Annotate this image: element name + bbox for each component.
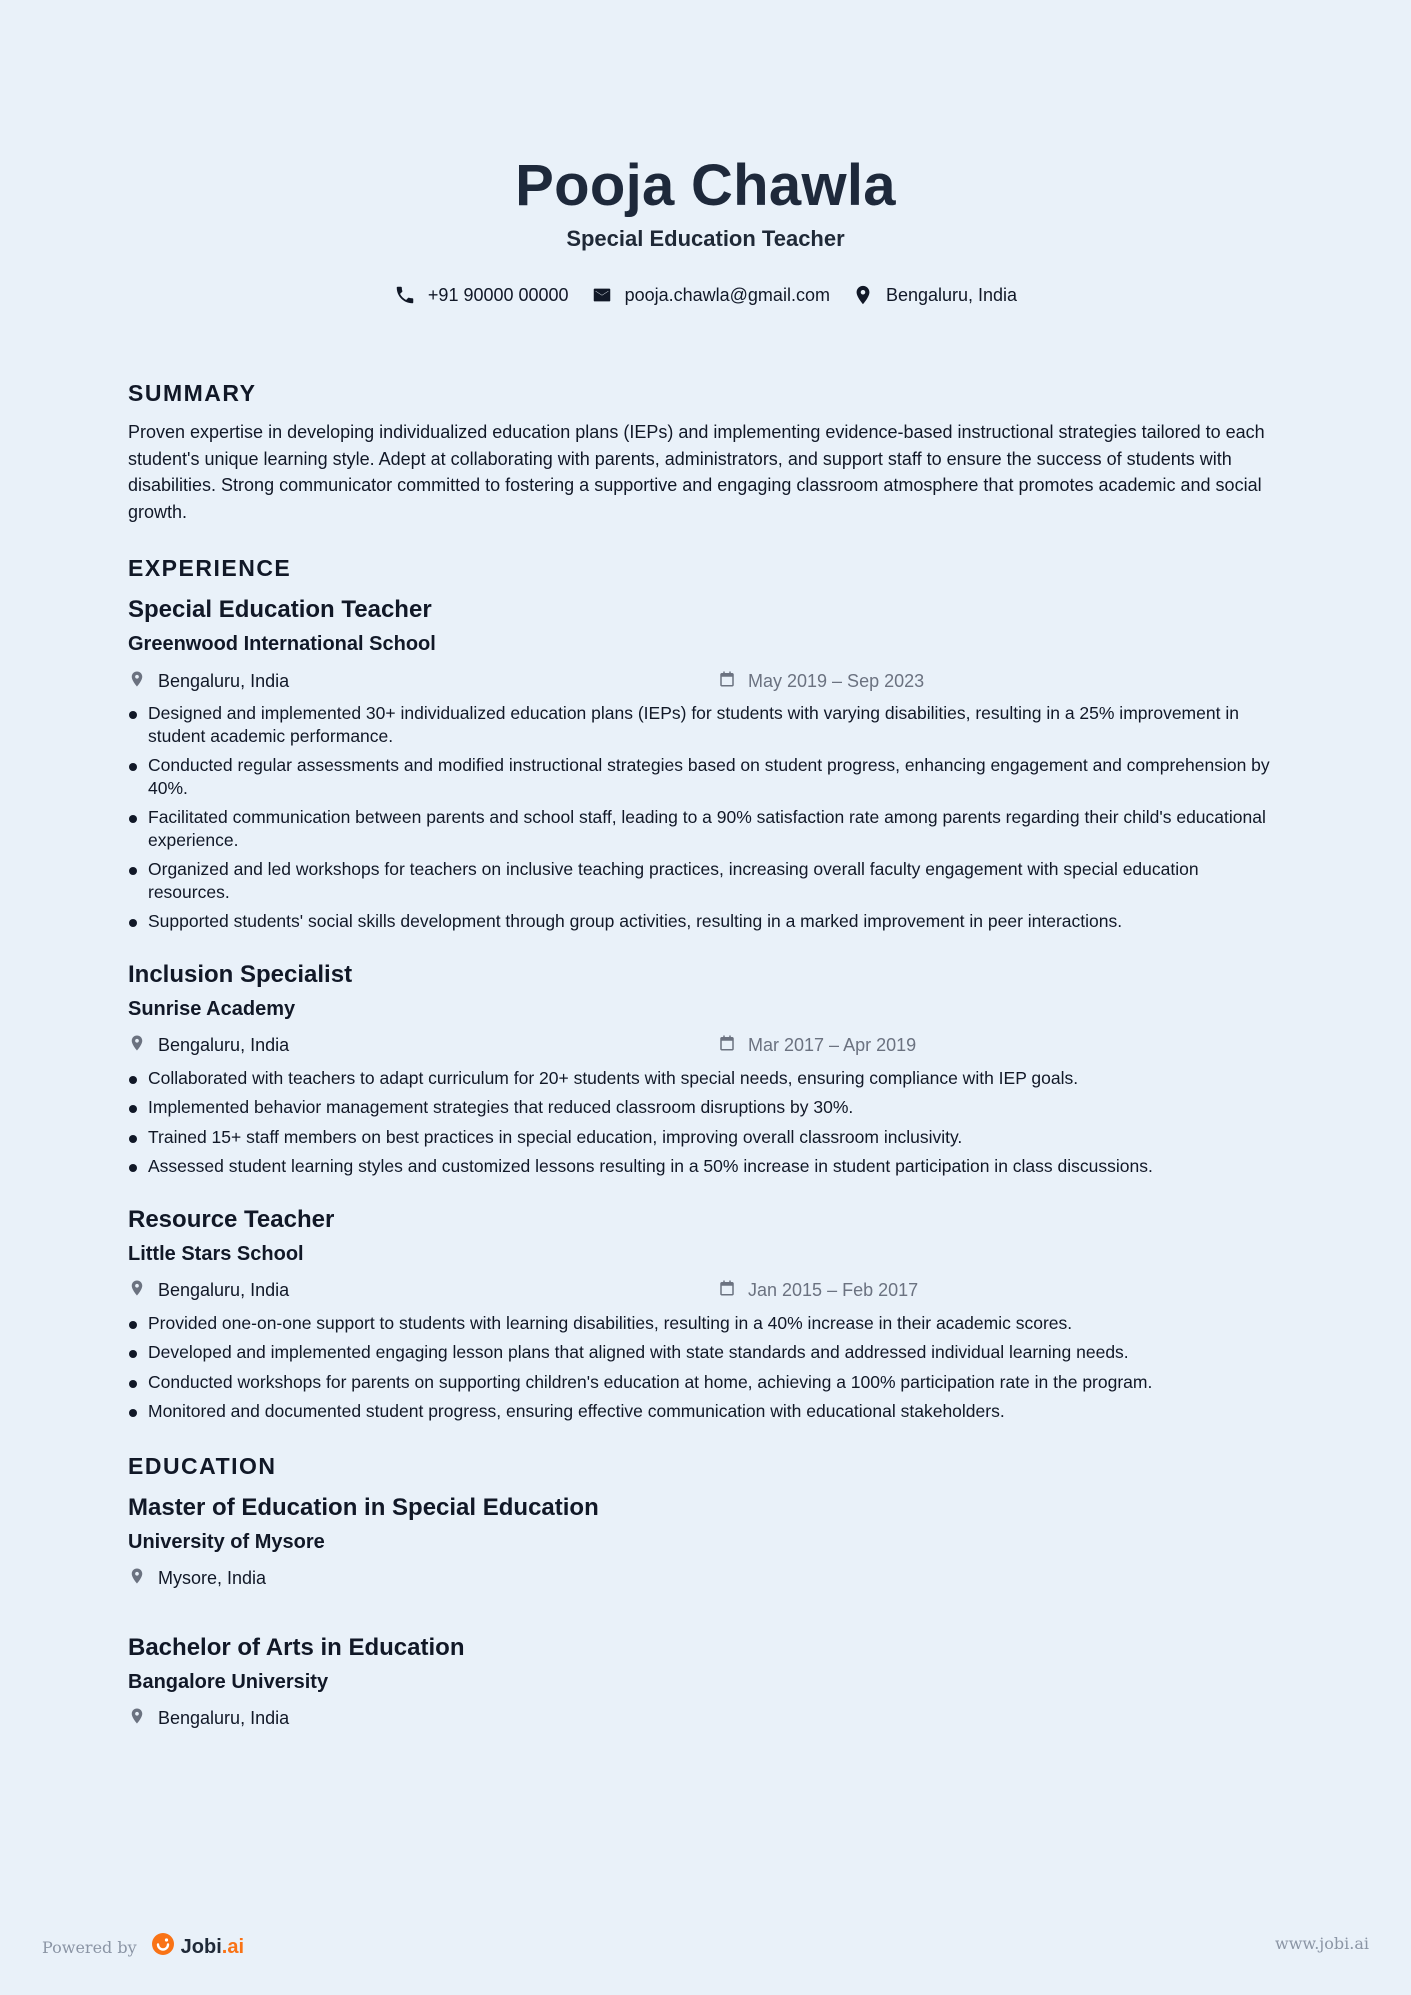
jobi-logo[interactable]	[151, 1932, 244, 1962]
job-meta	[128, 1278, 1280, 1304]
job-meta	[128, 1033, 1280, 1059]
list-item: Monitored and documented student progress, ensuring effective communication with educational stakeholders.	[128, 1400, 1280, 1423]
experience-item	[128, 594, 1280, 933]
summary-section	[128, 380, 1280, 525]
map-pin-icon	[128, 1567, 146, 1590]
list-item: Designed and implemented 30+ individualized education plans (IEPs) for students with varying disabilities, resulting in a 25% improvement in student academic performance.	[128, 702, 1280, 747]
list-item: Assessed student learning styles and customized lessons resulting in a 50% increase in student participation in class discussions.	[128, 1155, 1280, 1178]
email-text: pooja.chawla@gmail.com	[624, 284, 830, 305]
list-item: Provided one-on-one support to students with learning disabilities, resulting in a 40% increase in their academic scores.	[128, 1312, 1280, 1335]
job-location	[128, 1034, 718, 1057]
job-dates-text: May 2019 – Sep 2023	[748, 670, 925, 691]
powered-by-label: Powered by	[42, 1937, 137, 1957]
job-dates	[718, 1279, 918, 1302]
job-location	[128, 670, 718, 693]
education-location-text: Bengaluru, India	[158, 1708, 290, 1728]
list-item: Implemented behavior management strategies that reduced classroom disruptions by 30%.	[128, 1096, 1280, 1119]
jobi-logo-text: Jobi	[180, 1935, 222, 1958]
school-name: University of Mysore	[128, 1530, 325, 1553]
degree-title: Master of Education in Special Education	[128, 1493, 599, 1521]
job-location	[128, 1279, 718, 1302]
summary-text: Proven expertise in developing individualized education plans (IEPs) and implementing evidence-based instructional strategies tailored to each student's unique learning style. Adept at collaborating with parents, administrators, and support staff to ensure the success of students with disabilities. Strong communicator committed to fostering a supportive and engaging classroom atmosphere that promotes academic and social growth.	[128, 422, 1265, 522]
location-text: Bengaluru, India	[885, 284, 1018, 305]
experience-heading: EXPERIENCE	[128, 555, 292, 581]
mail-icon	[591, 284, 613, 306]
powered-by	[42, 1932, 244, 1962]
job-bullets	[128, 1067, 1280, 1178]
education-meta	[128, 1566, 1280, 1592]
education-item	[128, 1492, 1280, 1592]
job-location-text: Bengaluru, India	[158, 1280, 290, 1300]
map-pin-icon	[852, 284, 874, 306]
list-item: Supported students' social skills development through group activities, resulting in a marked improvement in peer interactions.	[128, 910, 1280, 933]
job-organization: Sunrise Academy	[128, 997, 296, 1020]
job-dates-text: Mar 2017 – Apr 2019	[748, 1035, 917, 1055]
job-location-text: Bengaluru, India	[158, 670, 290, 691]
job-role: Resource Teacher	[128, 1205, 335, 1233]
education-section	[128, 1453, 1280, 1732]
job-meta	[128, 668, 1280, 694]
education-location-text: Mysore, India	[158, 1568, 267, 1588]
education-heading: EDUCATION	[128, 1452, 277, 1479]
candidate-name: Pooja Chawla	[515, 153, 896, 218]
contact-location	[852, 284, 1017, 306]
map-pin-icon	[128, 1707, 146, 1730]
list-item: Facilitated communication between parents and school staff, leading to a 90% satisfaction rate among parents regarding their child's educational experience.	[128, 806, 1280, 851]
calendar-icon	[718, 1279, 736, 1302]
calendar-icon	[718, 670, 736, 693]
list-item: Conducted regular assessments and modified instructional strategies based on student progress, enhancing engagement and comprehension by 40%.	[128, 754, 1280, 799]
education-meta	[128, 1706, 1280, 1732]
website-link[interactable]: www.jobi.ai	[1275, 1934, 1369, 1953]
education-item	[128, 1632, 1280, 1732]
job-role: Special Education Teacher	[128, 596, 432, 623]
list-item: Collaborated with teachers to adapt curriculum for 20+ students with special needs, ensuring compliance with IEP goals.	[128, 1067, 1280, 1090]
job-location-text: Bengaluru, India	[158, 1035, 290, 1055]
education-location	[128, 1567, 718, 1590]
job-bullets	[128, 1312, 1280, 1423]
map-pin-icon	[128, 1279, 146, 1302]
list-item: Organized and led workshops for teachers on inclusive teaching practices, increasing overall faculty engagement with special education resources.	[128, 858, 1280, 903]
job-dates	[718, 670, 924, 693]
list-item: Trained 15+ staff members on best practices in special education, improving overall classroom inclusivity.	[128, 1126, 1280, 1149]
map-pin-icon	[128, 1034, 146, 1057]
footer	[0, 1926, 1411, 1960]
job-bullets	[128, 702, 1280, 933]
resume-header	[0, 150, 1411, 306]
school-name: Bangalore University	[128, 1670, 329, 1693]
jobi-logo-icon	[151, 1932, 175, 1962]
contact-row	[0, 284, 1411, 306]
experience-section	[128, 555, 1280, 1423]
contact-email	[591, 284, 830, 306]
candidate-title: Special Education Teacher	[566, 226, 845, 251]
job-organization: Greenwood International School	[128, 633, 436, 655]
experience-item	[128, 1204, 1280, 1423]
summary-heading: SUMMARY	[128, 380, 257, 406]
job-dates	[718, 1034, 916, 1057]
experience-item	[128, 959, 1280, 1178]
job-dates-text: Jan 2015 – Feb 2017	[748, 1280, 919, 1300]
map-pin-icon	[128, 670, 146, 693]
job-role: Inclusion Specialist	[128, 960, 353, 988]
degree-title: Bachelor of Arts in Education	[128, 1633, 465, 1661]
list-item: Conducted workshops for parents on supporting children's education at home, achieving a 100% participation rate in the program.	[128, 1371, 1280, 1394]
education-location	[128, 1707, 718, 1730]
contact-phone	[394, 284, 569, 306]
phone-text: +91 90000 00000	[427, 284, 569, 305]
phone-icon	[394, 284, 416, 306]
resume-body	[128, 380, 1280, 1732]
list-item: Developed and implemented engaging lesson plans that aligned with state standards and addressed individual learning needs.	[128, 1341, 1280, 1364]
calendar-icon	[718, 1034, 736, 1057]
job-organization: Little Stars School	[128, 1242, 304, 1265]
jobi-logo-accent: .ai	[221, 1935, 245, 1958]
